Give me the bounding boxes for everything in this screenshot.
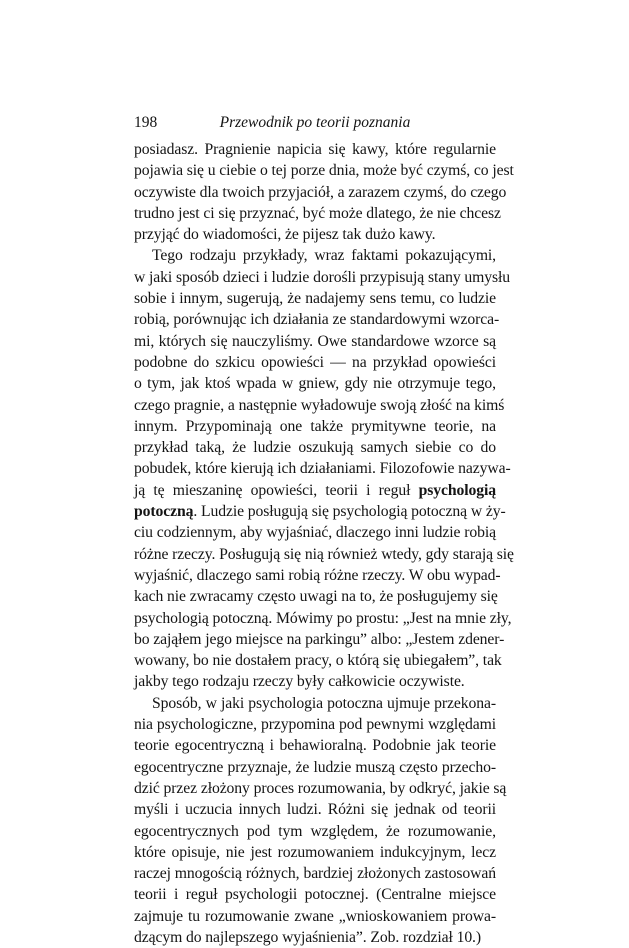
text-line: czego pragnie, a następnie wyładowuje swoją złość na kimś bbox=[134, 396, 505, 414]
text-line: oczywiste dla twoich przyjaciół, a zarazem czymś, do czego bbox=[134, 183, 507, 201]
text-fragment: . Ludzie posługują się psychologią potoczną w ży- bbox=[193, 503, 506, 521]
page-number: 198 bbox=[134, 114, 158, 131]
text-line: różne rzeczy. Posługują się nią również wtedy, gdy starają się bbox=[134, 545, 514, 563]
text-line: podobne do szkicu opowieści — na przykład opowieści bbox=[134, 353, 496, 371]
text-line: nia psychologiczne, przypomina pod pewnymi względami bbox=[134, 716, 496, 734]
text-line: przyjąć do wiadomości, że pijesz tak dużo kawy. bbox=[134, 226, 436, 244]
bold-term: psychologią bbox=[418, 481, 497, 499]
text-line bbox=[134, 480, 496, 501]
text-line: dzącym do najlepszego wyjaśnienia”. Zob. rozdział 10.) bbox=[134, 928, 482, 946]
text-line: psychologią potoczną. Mówimy po prostu: „Jest na mnie zły, bbox=[134, 609, 512, 627]
text-line: Tego rodzaju przykłady, wraz faktami pokazującymi, bbox=[152, 247, 496, 265]
text-line: dzić przez złożony proces rozumowania, by odkryć, jakie są bbox=[134, 779, 507, 797]
text-line: teorie egocentryczną i behawioralną. Podobnie jak teorie bbox=[134, 737, 496, 755]
text-line: jakby tego rodzaju rzeczy były całkowicie oczywiste. bbox=[134, 673, 465, 691]
text-line: w jaki sposób dzieci i ludzie dorośli przypisują stany umysłu bbox=[134, 268, 511, 286]
body-text bbox=[134, 139, 514, 948]
text-line: posiadasz. Pragnienie napicia się kawy, które regularnie bbox=[134, 141, 496, 158]
text-line: zajmuje tu rozumowanie zwane „wnioskowaniem prowa- bbox=[134, 907, 496, 925]
text-line: mi, których się nauczyliśmy. Owe standardowe wzorce są bbox=[134, 332, 496, 350]
text-line: egocentryczne przyznaje, że ludzie muszą często przecho- bbox=[134, 758, 496, 776]
text-line: o tym, jak ktoś wpada w gniew, gdy nie otrzymuje tego, bbox=[134, 375, 496, 393]
text-line: wowany, bo nie dostałem pracy, o którą się ubiegałem”, tak bbox=[134, 652, 502, 670]
text-line: wyjaśnić, dlaczego sami robią różne rzeczy. W obu wypad- bbox=[134, 566, 501, 584]
text-line: pojawia się u ciebie o tej porze dnia, może być czymś, co jest bbox=[134, 162, 514, 180]
running-title: Przewodnik po teorii poznania bbox=[219, 114, 411, 131]
text-line: teorii i reguł psychologii potocznej. (Centralne miejsce bbox=[134, 886, 496, 904]
text-line: egocentrycznych pod tym względem, że rozumowanie, bbox=[134, 822, 496, 840]
text-line: przykład taką, że ludzie oszukują samych siebie co do bbox=[134, 439, 496, 457]
text-line: bo zająłem jego miejsce na parkingu” albo: „Jestem zdener- bbox=[134, 630, 505, 648]
text-line bbox=[134, 501, 506, 522]
running-head bbox=[134, 113, 496, 133]
text-line: które opisuje, nie jest rozumowaniem indukcyjnym, lecz bbox=[134, 843, 496, 861]
text-line: myśli i uczucia innych ludzi. Różni się jednak od teorii bbox=[134, 801, 496, 819]
text-line: ciu codziennym, aby wyjaśniać, dlaczego inni ludzie robią bbox=[134, 524, 496, 542]
text-line: trudno jest ci się przyznać, być może dlatego, że nie chcesz bbox=[134, 204, 501, 222]
text-line: pobudek, które kierują ich działaniami. Filozofowie nazywa- bbox=[134, 460, 511, 478]
bold-term: potoczną bbox=[134, 503, 194, 521]
text-line: kach nie zwracamy często uwagi na to, że posługujemy się bbox=[134, 588, 498, 606]
text-line: Sposób, w jaki psychologia potoczna ujmuje przekona- bbox=[152, 694, 496, 712]
text-line: raczej mnogością różnych, bardziej złożonych zastosowań bbox=[134, 865, 496, 883]
text-line: robią, porównując ich działania ze standardowymi wzorca- bbox=[134, 311, 500, 329]
text-fragment: ją tę mieszaninę opowieści, teorii i reguł bbox=[134, 481, 411, 499]
text-line: innym. Przypominają one także prymitywne teorie, na bbox=[134, 417, 496, 435]
text-line: sobie i innym, sugerują, że nadajemy sens temu, co ludzie bbox=[134, 290, 496, 308]
